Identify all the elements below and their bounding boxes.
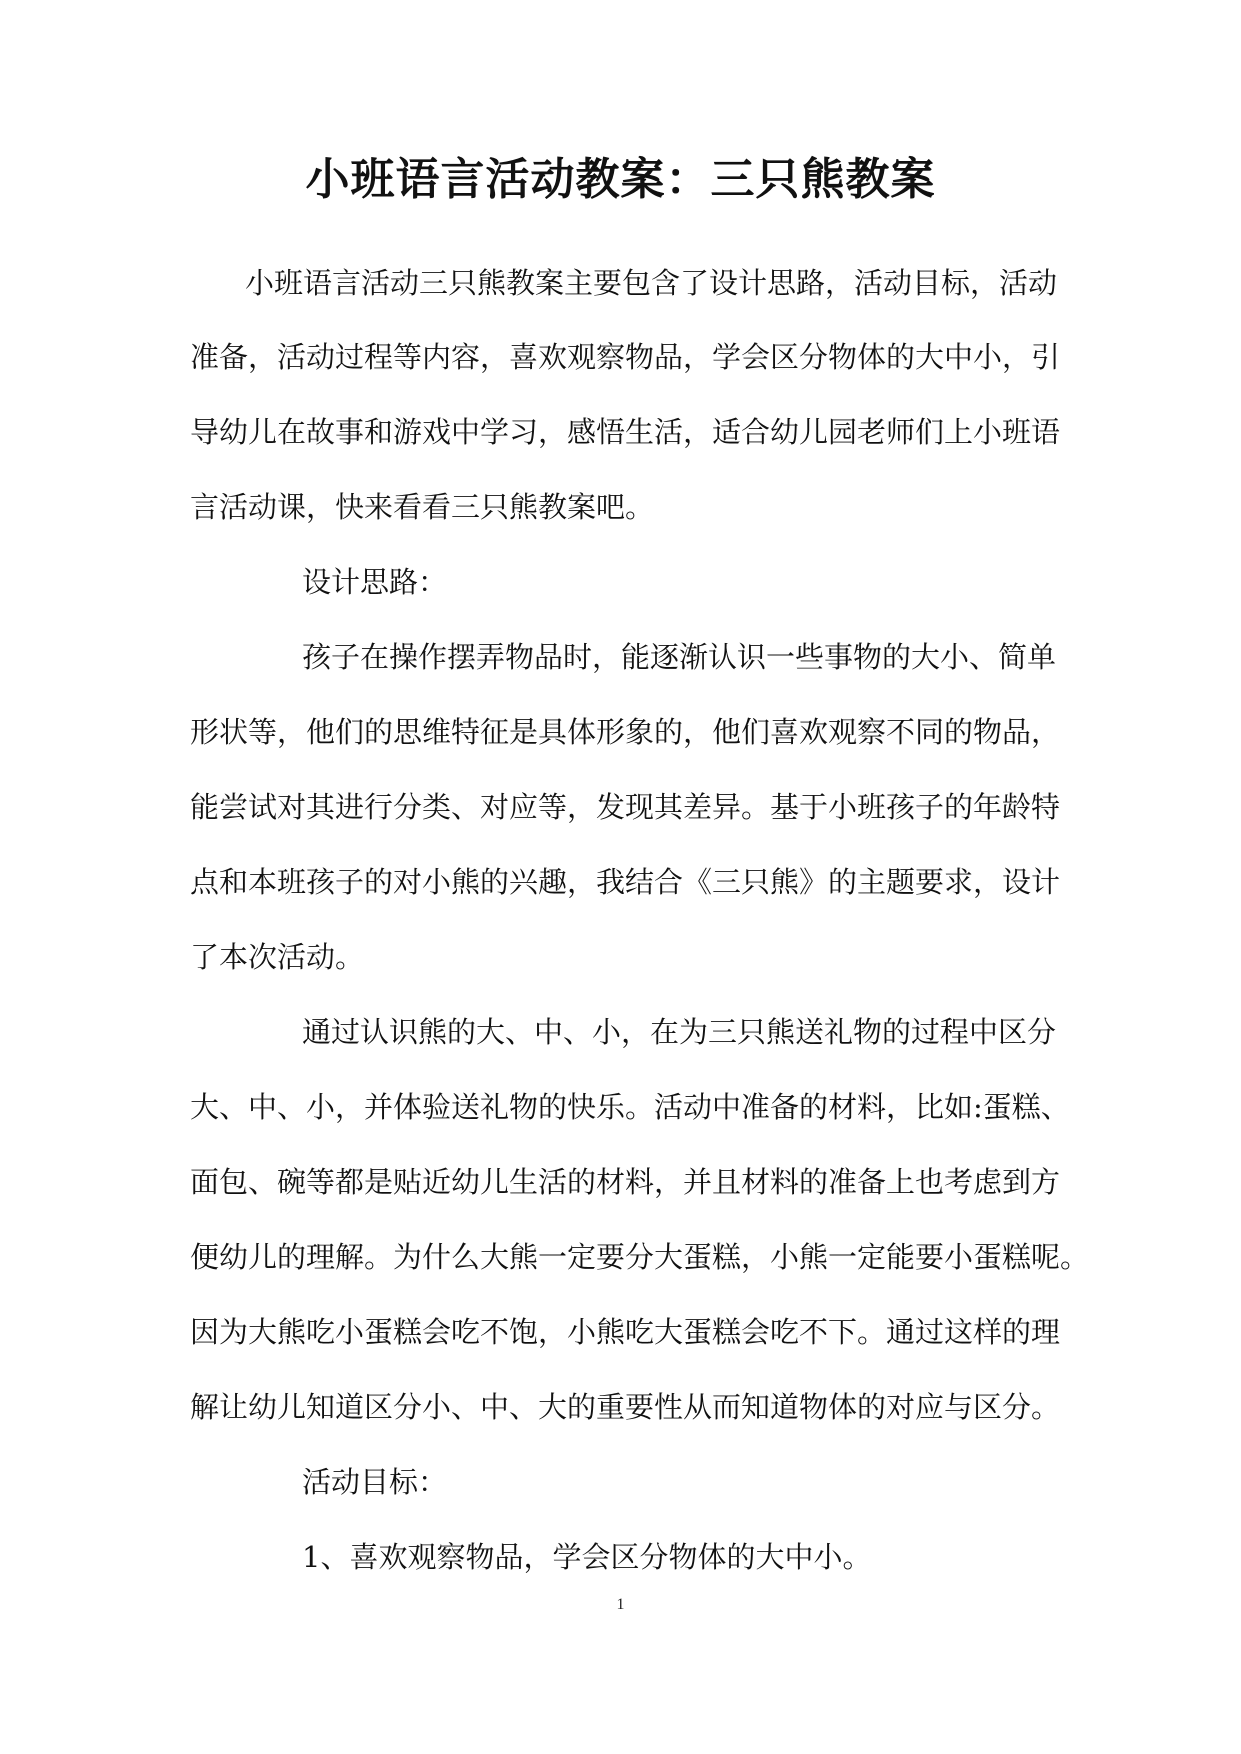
section-heading: 设计思路： [302, 565, 448, 599]
text-line: 小班语言活动三只熊教案主要包含了设计思路，活动目标，活动 [245, 266, 1058, 300]
text-line: 了本次活动。 [190, 940, 365, 974]
text-line: 因为大熊吃小蛋糕会吃不饱，小熊吃大蛋糕会吃不下。通过这样的理 [190, 1315, 1061, 1349]
text-line: 便幼儿的理解。为什么大熊一定要分大蛋糕，小熊一定能要小蛋糕呢。 [190, 1240, 1090, 1274]
page-number: 1 [616, 1596, 625, 1613]
text-line: 大、中、小，并体验送礼物的快乐。活动中准备的材料，比如:蛋糕、 [190, 1090, 1070, 1124]
text-line: 孩子在操作摆弄物品时，能逐渐认识一些事物的大小、简单 [302, 640, 1057, 674]
text-line: 面包、碗等都是贴近幼儿生活的材料，并且材料的准备上也考虑到方 [190, 1165, 1061, 1199]
text-line: 能尝试对其进行分类、对应等，发现其差异。基于小班孩子的年龄特 [190, 790, 1061, 824]
text-line: 言活动课，快来看看三只熊教案吧。 [190, 490, 655, 524]
list-item: 1、喜欢观察物品，学会区分物体的大中小。 [302, 1540, 872, 1574]
page-title: 小班语言活动教案：三只熊教案 [305, 154, 936, 205]
text-line: 形状等，他们的思维特征是具体形象的，他们喜欢观察不同的物品， [190, 715, 1061, 749]
text-line: 导幼儿在故事和游戏中学习，感悟生活，适合幼儿园老师们上小班语 [190, 415, 1061, 449]
text-line: 通过认识熊的大、中、小，在为三只熊送礼物的过程中区分 [302, 1015, 1057, 1049]
section-heading: 活动目标： [302, 1465, 448, 1499]
text-line: 点和本班孩子的对小熊的兴趣，我结合《三只熊》的主题要求，设计 [190, 865, 1061, 899]
text-line: 解让幼儿知道区分小、中、大的重要性从而知道物体的对应与区分。 [190, 1390, 1061, 1424]
text-line: 准备，活动过程等内容，喜欢观察物品，学会区分物体的大中小，引 [190, 340, 1061, 374]
